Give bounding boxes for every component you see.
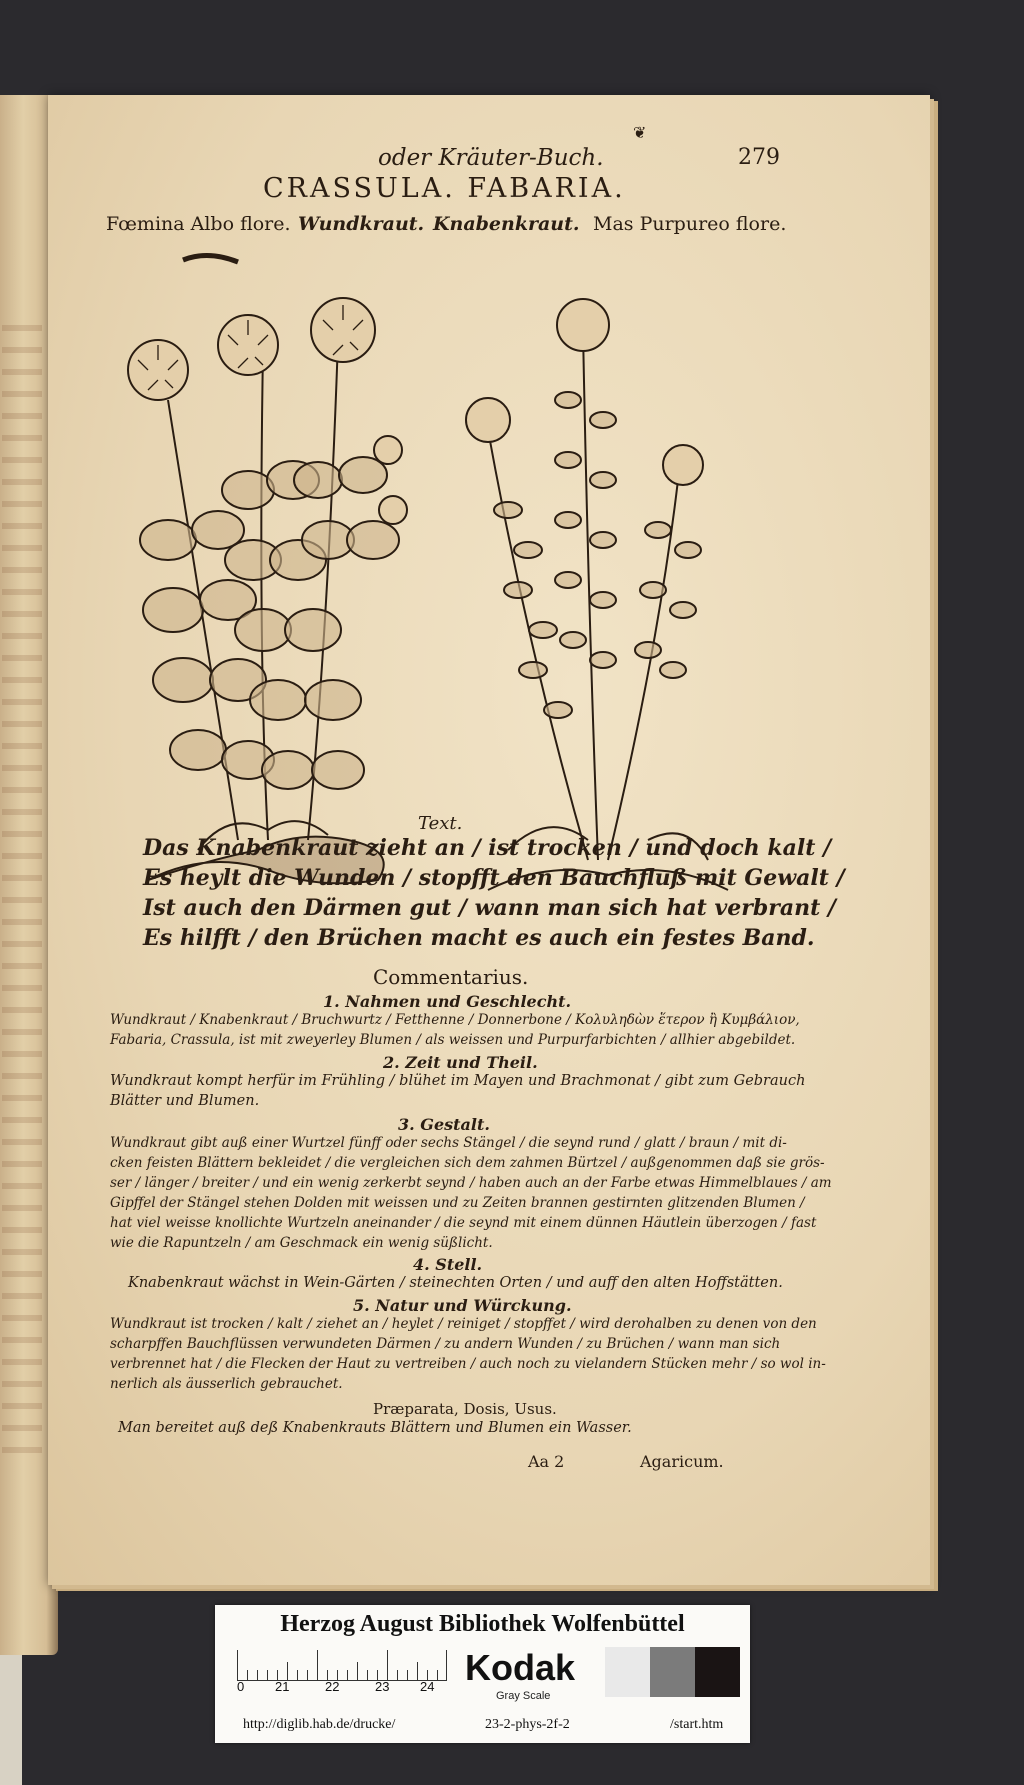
- brand-logo: Kodak: [465, 1647, 576, 1688]
- body-line: wie die Rapuntzeln / am Geschmack ein wenig süßlicht.: [110, 1235, 493, 1251]
- body-line: ser / länger / breiter / und ein wenig zerkerbt seynd / haben auch an der Farbe etwas Himmelblaues / am: [110, 1175, 832, 1191]
- ruler-number: 22: [325, 1679, 340, 1694]
- section-heading: 1. Nahmen und Geschlecht.: [323, 992, 572, 1011]
- ruler-number: 24: [420, 1679, 435, 1694]
- book-page: [48, 95, 930, 1585]
- body-line: Wundkraut gibt auß einer Wurtzel fünff oder sechs Stängel / die seynd rund / glatt / braun / mit di-: [110, 1135, 787, 1151]
- verse-line: Es hilfft / den Brüchen macht es auch ein festes Band.: [143, 925, 815, 951]
- gray-swatch: [650, 1647, 695, 1697]
- body-line: scharpffen Bauchflüssen verwundeten Därmen / zu andern Wunden / zu Brüchen / wann man sich: [110, 1336, 781, 1352]
- woodcut-plant-purple-flowered: [466, 299, 728, 890]
- woodcut-illustration: [88, 250, 848, 910]
- catchword: Agaricum.: [640, 1452, 724, 1471]
- body-line: Blätter und Blumen.: [110, 1093, 260, 1109]
- body-line: verbrennet hat / die Flecken der Haut zu vertreiben / auch noch zu vielandern Stücken mehr / so wol in-: [110, 1356, 826, 1372]
- section-heading: 5. Natur und Würckung.: [353, 1296, 572, 1315]
- label-wundkraut: Wundkraut.: [298, 213, 425, 235]
- running-title: oder Kräuter-Buch.: [378, 145, 604, 171]
- body-line: nerlich als äusserlich gebrauchet.: [110, 1376, 343, 1392]
- gray-swatch: [695, 1647, 740, 1697]
- label-knabenkraut: Knabenkraut.: [433, 213, 580, 235]
- institution-name: Herzog August Bibliothek Wolfenbüttel: [280, 1611, 685, 1637]
- source-url: http://diglib.hab.de/drucke/: [243, 1717, 396, 1732]
- section-heading: 3. Gestalt.: [398, 1115, 490, 1134]
- verse-line: Das Knabenkraut zieht an / ist trocken / und doch kalt /: [143, 835, 832, 861]
- archive-color-bar: [215, 1605, 750, 1743]
- label-femina: Fœmina Albo flore.: [106, 213, 291, 235]
- main-title: CRASSULA. FABARIA.: [263, 173, 626, 204]
- body-line: Knabenkraut wächst in Wein-Gärten / steinechten Orten / und auff den alten Hoffstätten.: [128, 1275, 783, 1291]
- section-heading: 2. Zeit und Theil.: [383, 1053, 538, 1072]
- woodcut-plant-white-flowered: [128, 255, 407, 883]
- signature-mark: Aa 2: [528, 1452, 565, 1471]
- commentary-heading: Commentarius.: [373, 965, 529, 989]
- shelfmark: 23-2-phys-2f-2: [485, 1717, 570, 1732]
- label-mas: Mas Purpureo flore.: [593, 213, 787, 235]
- body-line: Man bereitet auß deß Knabenkrauts Blättern und Blumen ein Wasser.: [118, 1420, 632, 1436]
- section-heading: 4. Stell.: [413, 1255, 483, 1274]
- section-heading: Præparata, Dosis, Usus.: [373, 1400, 557, 1418]
- left-page-bleed-through: [2, 325, 42, 1465]
- body-line: Wundkraut kompt herfür im Frühling / blühet im Mayen und Brachmonat / gibt zum Gebrauch: [110, 1073, 806, 1089]
- measurement-ruler: [237, 1650, 447, 1681]
- text-heading: Text.: [418, 813, 463, 834]
- gray-swatch: [605, 1647, 650, 1697]
- body-line: Wundkraut ist trocken / kalt / ziehet an / heylet / reiniget / stopffet / wird derohalben zu denen von den: [110, 1316, 817, 1332]
- ruler-number: 23: [375, 1679, 390, 1694]
- body-line: Gipffel der Stängel stehen Dolden mit weissen und zu Zeiten brannen gestirnten glitzenden Blumen /: [110, 1195, 805, 1211]
- body-line: cken feisten Blättern bekleidet / die vergleichen sich dem zahmen Bürtzel / außgenommen daß sie grös-: [110, 1155, 825, 1171]
- body-line: hat viel weisse knollichte Wurtzeln aneinander / die seynd mit einem dünnen Häutlein überzogen / fast: [110, 1215, 817, 1231]
- verse-line: Es heylt die Wunden / stopfft den Bauchfluß mit Gewalt /: [143, 865, 845, 891]
- page-number: 279: [738, 145, 780, 170]
- page-mark: ❦: [633, 123, 647, 142]
- body-line: Fabaria, Crassula, ist mit zweyerley Blumen / als weissen und Purpurfarbichten / allhier abgebildet.: [110, 1032, 796, 1048]
- body-line: Wundkraut / Knabenkraut / Bruchwurtz / Fetthenne / Donnerbone / Κολυληδὼν ἕτερον ἢ Κυμβάλιον,: [110, 1012, 800, 1028]
- verse-line: Ist auch den Därmen gut / wann man sich hat verbrant /: [143, 895, 836, 921]
- left-margin-tab: [0, 1655, 22, 1785]
- ruler-number: 21: [275, 1679, 290, 1694]
- brand-subtitle: Gray Scale: [496, 1690, 551, 1702]
- ruler-number: 0: [237, 1679, 245, 1694]
- start-path: /start.htm: [670, 1717, 724, 1732]
